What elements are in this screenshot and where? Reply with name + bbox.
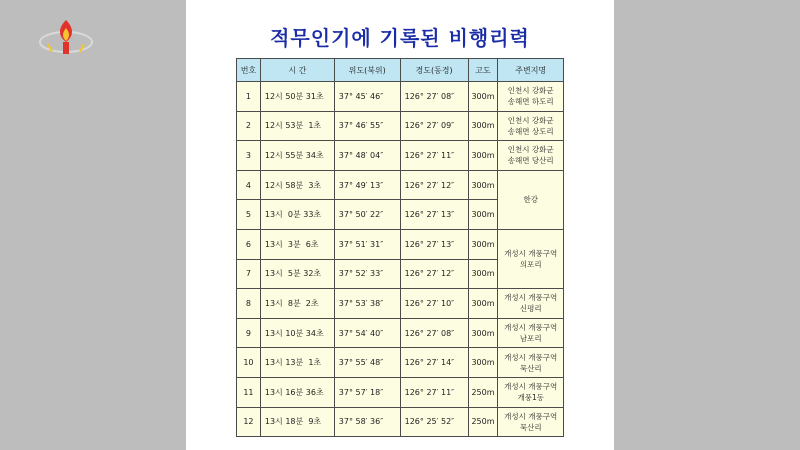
cell-no: 2 [237, 111, 261, 141]
cell-location [498, 407, 564, 437]
cell-longitude: 126° 27′ 08″ [400, 318, 468, 348]
table-header-row [237, 59, 564, 82]
cell-latitude: 37° 49′ 13″ [334, 170, 400, 200]
cell-longitude: 126° 27′ 09″ [400, 111, 468, 141]
header-time: 시 간 [260, 59, 334, 82]
cell-latitude: 37° 54′ 40″ [334, 318, 400, 348]
cell-altitude: 300m [468, 170, 498, 200]
cell-no: 5 [237, 200, 261, 230]
cell-time: 13시 0분 33초 [260, 200, 334, 230]
location-line: 개성시 개풍구역 [504, 249, 558, 259]
cell-altitude: 300m [468, 348, 498, 378]
cell-altitude: 300m [468, 259, 498, 289]
cell-altitude: 300m [468, 200, 498, 230]
cell-latitude: 37° 57′ 18″ [334, 377, 400, 407]
cell-time: 12시 58분 3초 [260, 170, 334, 200]
cell-no: 10 [237, 348, 261, 378]
cell-latitude: 37° 58′ 36″ [334, 407, 400, 437]
table-row [237, 141, 564, 171]
cell-altitude: 300m [468, 229, 498, 259]
cell-no: 9 [237, 318, 261, 348]
header-latitude: 위도(북위) [334, 59, 400, 82]
cell-longitude: 126° 27′ 13″ [400, 200, 468, 230]
table-row [237, 289, 564, 319]
cell-time: 13시 13분 1초 [260, 348, 334, 378]
cell-longitude: 126° 27′ 11″ [400, 141, 468, 171]
cell-no: 3 [237, 141, 261, 171]
location-line: 개성시 개풍구역 [504, 411, 558, 421]
cell-altitude: 300m [468, 82, 498, 112]
cell-time: 13시 8분 2초 [260, 289, 334, 319]
location-line: 인천시 강화군 [507, 145, 554, 155]
cell-latitude: 37° 55′ 48″ [334, 348, 400, 378]
cell-location [498, 289, 564, 319]
location-line: 개성시 개풍구역 [504, 382, 558, 392]
location-line: 개풍1동 [517, 393, 544, 403]
location-line: 묵산리 [519, 422, 542, 432]
location-line: 송해면 상도리 [507, 126, 554, 136]
cell-latitude: 37° 50′ 22″ [334, 200, 400, 230]
cell-location [498, 141, 564, 171]
cell-no: 8 [237, 289, 261, 319]
location-line: 개성시 개풍구역 [504, 323, 558, 333]
cell-time: 12시 53분 1초 [260, 111, 334, 141]
cell-location [498, 377, 564, 407]
location-line: 개성시 개풍구역 [504, 293, 558, 303]
cell-altitude: 250m [468, 407, 498, 437]
cell-longitude: 126° 27′ 12″ [400, 170, 468, 200]
location-line: 개성시 개풍구역 [504, 352, 558, 362]
header-location: 주변지명 [498, 59, 564, 82]
cell-longitude: 126° 27′ 14″ [400, 348, 468, 378]
location-line: 한강 [523, 195, 538, 205]
table-row [237, 229, 564, 259]
cell-latitude: 37° 45′ 46″ [334, 82, 400, 112]
header-longitude: 경도(동경) [400, 59, 468, 82]
cell-time: 13시 3분 6초 [260, 229, 334, 259]
torch-emblem-icon [34, 14, 98, 60]
cell-location [498, 82, 564, 112]
location-line: 의포리 [519, 260, 542, 270]
table-row [237, 407, 564, 437]
table-row [237, 348, 564, 378]
cell-latitude: 37° 52′ 33″ [334, 259, 400, 289]
location-line: 송해면 당산리 [507, 156, 554, 166]
cell-altitude: 300m [468, 141, 498, 171]
cell-location [498, 111, 564, 141]
cell-no: 12 [237, 407, 261, 437]
location-line: 묵산리 [519, 363, 542, 373]
cell-location [498, 318, 564, 348]
cell-latitude: 37° 53′ 38″ [334, 289, 400, 319]
cell-altitude: 300m [468, 289, 498, 319]
cell-no: 4 [237, 170, 261, 200]
cell-longitude: 126° 25′ 52″ [400, 407, 468, 437]
cell-time: 12시 55분 34초 [260, 141, 334, 171]
cell-time: 13시 16분 36초 [260, 377, 334, 407]
cell-no: 11 [237, 377, 261, 407]
page-title: 적무인기에 기록된 비행리력 [270, 26, 530, 50]
cell-latitude: 37° 46′ 55″ [334, 111, 400, 141]
cell-longitude: 126° 27′ 13″ [400, 229, 468, 259]
cell-location [498, 348, 564, 378]
cell-altitude: 300m [468, 318, 498, 348]
table-row [237, 377, 564, 407]
cell-altitude: 250m [468, 377, 498, 407]
cell-longitude: 126° 27′ 08″ [400, 82, 468, 112]
cell-location [498, 229, 564, 288]
cell-altitude: 300m [468, 111, 498, 141]
cell-longitude: 126° 27′ 10″ [400, 289, 468, 319]
location-line: 송해면 하도리 [507, 97, 554, 107]
location-line: 신평리 [519, 304, 542, 314]
table-row [237, 82, 564, 112]
cell-longitude: 126° 27′ 12″ [400, 259, 468, 289]
cell-location [498, 170, 564, 229]
cell-no: 1 [237, 82, 261, 112]
header-altitude: 고도 [468, 59, 498, 82]
table-row [237, 170, 564, 200]
cell-longitude: 126° 27′ 11″ [400, 377, 468, 407]
table-row [237, 111, 564, 141]
location-line: 인천시 강화군 [507, 86, 554, 96]
cell-no: 6 [237, 229, 261, 259]
cell-latitude: 37° 51′ 31″ [334, 229, 400, 259]
flight-record-table [236, 58, 564, 437]
location-line: 인천시 강화군 [507, 115, 554, 125]
cell-time: 13시 18분 9초 [260, 407, 334, 437]
cell-time: 13시 5분 32초 [260, 259, 334, 289]
cell-no: 7 [237, 259, 261, 289]
table-row [237, 318, 564, 348]
cell-latitude: 37° 48′ 04″ [334, 141, 400, 171]
location-line: 남포리 [519, 334, 542, 344]
header-no: 번호 [237, 59, 261, 82]
cell-time: 13시 10분 34초 [260, 318, 334, 348]
cell-time: 12시 50분 31초 [260, 82, 334, 112]
